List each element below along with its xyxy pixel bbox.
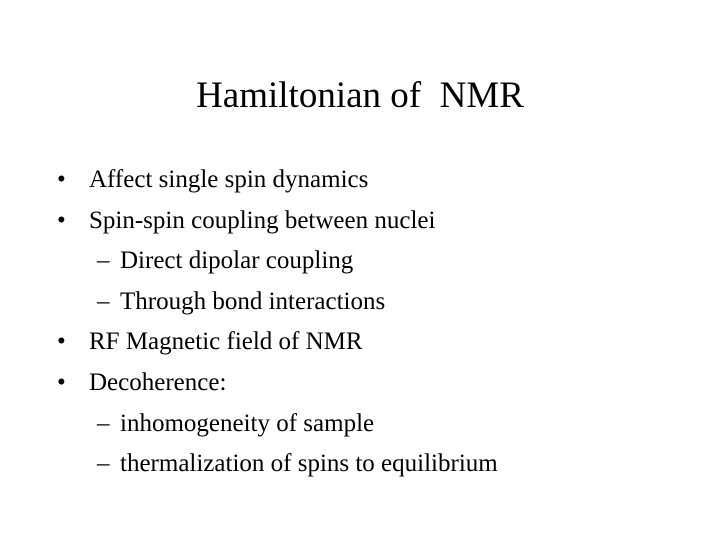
sub-bullet-item	[0, 282, 720, 323]
bullet-list	[0, 160, 720, 485]
sub-bullet-text: thermalization of spins to equilibrium	[120, 450, 498, 478]
sub-bullet-item	[0, 444, 720, 485]
bullet-text: RF Magnetic field of NMR	[89, 328, 363, 356]
bullet-item	[0, 201, 720, 242]
sub-bullet-marker: –	[97, 409, 110, 437]
sub-bullet-text: inhomogeneity of sample	[120, 409, 375, 437]
sub-bullet-marker: –	[97, 247, 110, 275]
sub-bullet-item	[0, 241, 720, 282]
sub-bullet-marker: –	[97, 287, 110, 315]
bullet-marker: •	[57, 328, 66, 356]
bullet-marker: •	[57, 368, 66, 396]
bullet-text: Affect single spin dynamics	[89, 166, 369, 193]
sub-bullet-text: Through bond interactions	[120, 287, 386, 315]
bullet-text: Decoherence:	[89, 368, 227, 396]
slide-title: Hamiltonian of NMR	[196, 75, 524, 116]
bullet-text: Spin-spin coupling between nuclei	[89, 206, 436, 234]
sub-bullet-text: Direct dipolar coupling	[120, 247, 354, 275]
sub-bullet-item	[0, 404, 720, 445]
sub-bullet-marker: –	[97, 450, 110, 478]
bullet-item	[0, 363, 720, 404]
bullet-item	[0, 322, 720, 363]
bullet-marker: •	[57, 166, 66, 193]
bullet-marker: •	[57, 206, 66, 234]
bullet-item	[0, 160, 720, 201]
